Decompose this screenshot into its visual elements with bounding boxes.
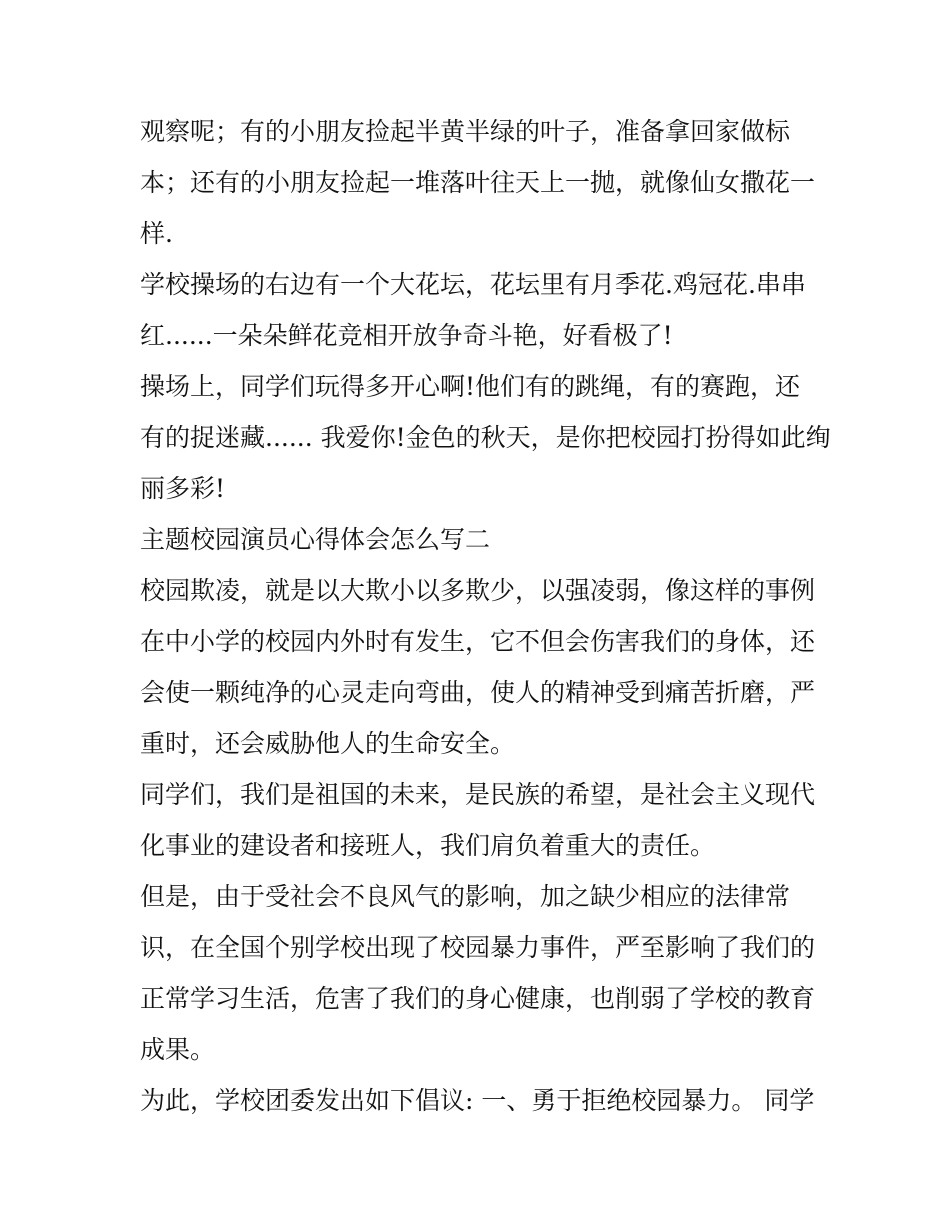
text-line: 样. <box>140 219 173 248</box>
text-line: 成果。 <box>140 1035 216 1064</box>
text-line: 操场上，同学们玩得多开心啊!他们有的跳绳，有的赛跑，还 <box>140 372 801 401</box>
text-line: 观察呢；有的小朋友捡起半黄半绿的叶子，准备拿回家做标 <box>140 117 791 146</box>
text-line: 重时，还会威胁他人的生命安全。 <box>140 729 516 758</box>
text-line: 在中小学的校园内外时有发生，它不但会伤害我们的身体，还 <box>140 627 816 656</box>
text-line: 学校操场的右边有一个大花坛，花坛里有月季花.鸡冠花.串串 <box>140 270 806 299</box>
text-line: 但是，由于受社会不良风气的影响，加之缺少相应的法律常 <box>140 882 791 911</box>
section-heading: 主题校园演员心得体会怎么写二 <box>140 525 491 554</box>
text-line: 化事业的建设者和接班人，我们肩负着重大的责任。 <box>140 831 716 860</box>
text-line: 识，在全国个别学校出现了校园暴力事件，严至影响了我们的 <box>140 933 816 962</box>
text-line: 为此，学校团委发出如下倡议: 一、勇于拒绝校园暴力。 同学 <box>140 1086 815 1115</box>
text-line: 丽多彩! <box>140 474 226 503</box>
text-line: 校园欺凌，就是以大欺小以多欺少，以强凌弱，像这样的事例 <box>140 576 816 605</box>
text-line: 红......一朵朵鲜花竞相开放争奇斗艳，好看极了! <box>140 321 673 350</box>
text-line: 同学们，我们是祖国的未来，是民族的希望，是社会主义现代 <box>140 780 816 809</box>
text-line: 会使一颗纯净的心灵走向弯曲，使人的精神受到痛苦折磨，严 <box>140 678 816 707</box>
text-line: 正常学习生活，危害了我们的身心健康，也削弱了学校的教育 <box>140 984 816 1013</box>
text-line: 本；还有的小朋友捡起一堆落叶往天上一抛，就像仙女撒花一 <box>140 168 816 197</box>
text-line: 有的捉迷藏...... 我爱你!金色的秋天，是你把校园打扮得如此绚 <box>140 423 831 452</box>
document-body <box>140 106 831 1126</box>
